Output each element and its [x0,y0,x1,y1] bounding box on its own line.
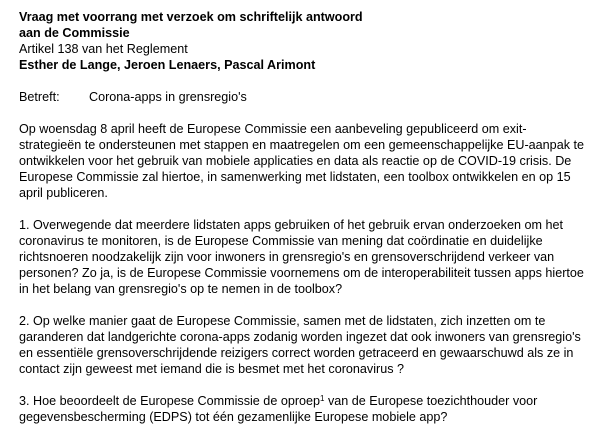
question-2-line: contact zijn geweest met iemand die is besmet met het coronavirus ? [19,362,404,376]
spacer [19,377,594,393]
intro-line: Europese Commissie zal hiertoe, in samenwerking met lidstaten, een toolbox ontwikkelen en op 15 [19,170,571,184]
spacer [19,105,594,121]
spacer [19,73,594,89]
question-3 [19,393,594,425]
intro-line: ontwikkelen voor het gebruik van mobiele applicaties en data als reactie op de COVID-19 crisis. De [19,154,572,168]
authors: Esther de Lange, Jeroen Lenaers, Pascal Arimont [19,58,316,72]
footnote-reference[interactable]: 1 [320,394,325,403]
question-2-line: 2. Op welke manier gaat de Europese Commissie, samen met de lidstaten, zich inzetten om te [19,314,546,328]
spacer [19,201,594,217]
question-1-line: 1. Overwegende dat meerdere lidstaten apps gebruiken of het gebruik ervan onderzoeken om het [19,218,563,232]
intro-line: Op woensdag 8 april heeft de Europese Commissie een aanbeveling gepubliceerd om exit- [19,122,527,136]
document-page [19,9,594,425]
question-2-line: garanderen dat landgerichte corona-apps zodanig worden ingezet dat ook inwoners van grensregio's [19,330,581,344]
rule-article: Artikel 138 van het Reglement [19,42,188,56]
subject-row [19,89,594,105]
question-3-text-after: van de Europese toezichthouder voor [324,394,538,408]
spacer [19,297,594,313]
addressee-heading: aan de Commissie [19,26,130,40]
question-1-line: richtsnoeren noodzakelijk zijn voor inwoners in grensregio's en grensoverschrijdend verkeer van [19,250,555,264]
intro-line: april publiceren. [19,186,108,200]
intro-line: strategieën te ondersteunen met stappen en maatregelen om een gemeenschappelijke EU-aanpak te [19,138,584,152]
question-1-line: coronavirus te monitoren, is de Europese Commissie van mening dat coördinatie en duidelijke [19,234,543,248]
question-3-line: gegevensbescherming (EDPS) tot één gezamenlijke Europese mobiele app? [19,410,448,424]
question-1-line: in het belang van grensregio's op te nemen in de toolbox? [19,282,343,296]
question-2-line: en essentiële grensoverschrijdende reizigers correct worden getraceerd en gewaarschuwd als ze in [19,346,574,360]
question-2 [19,313,594,377]
question-1 [19,217,594,297]
question-1-line: personen? Zo ja, is de Europese Commissie voornemens om de interoperabiliteit tussen apps hiertoe [19,266,584,280]
intro-paragraph [19,121,594,201]
question-3-text-before: 3. Hoe beoordeelt de Europese Commissie de oproep [19,394,321,408]
question-3-line [19,393,594,409]
subject-value: Corona-apps in grensregio's [89,90,247,104]
subject-label: Betreft: [19,90,60,104]
question-type-heading: Vraag met voorrang met verzoek om schriftelijk antwoord [19,10,363,24]
